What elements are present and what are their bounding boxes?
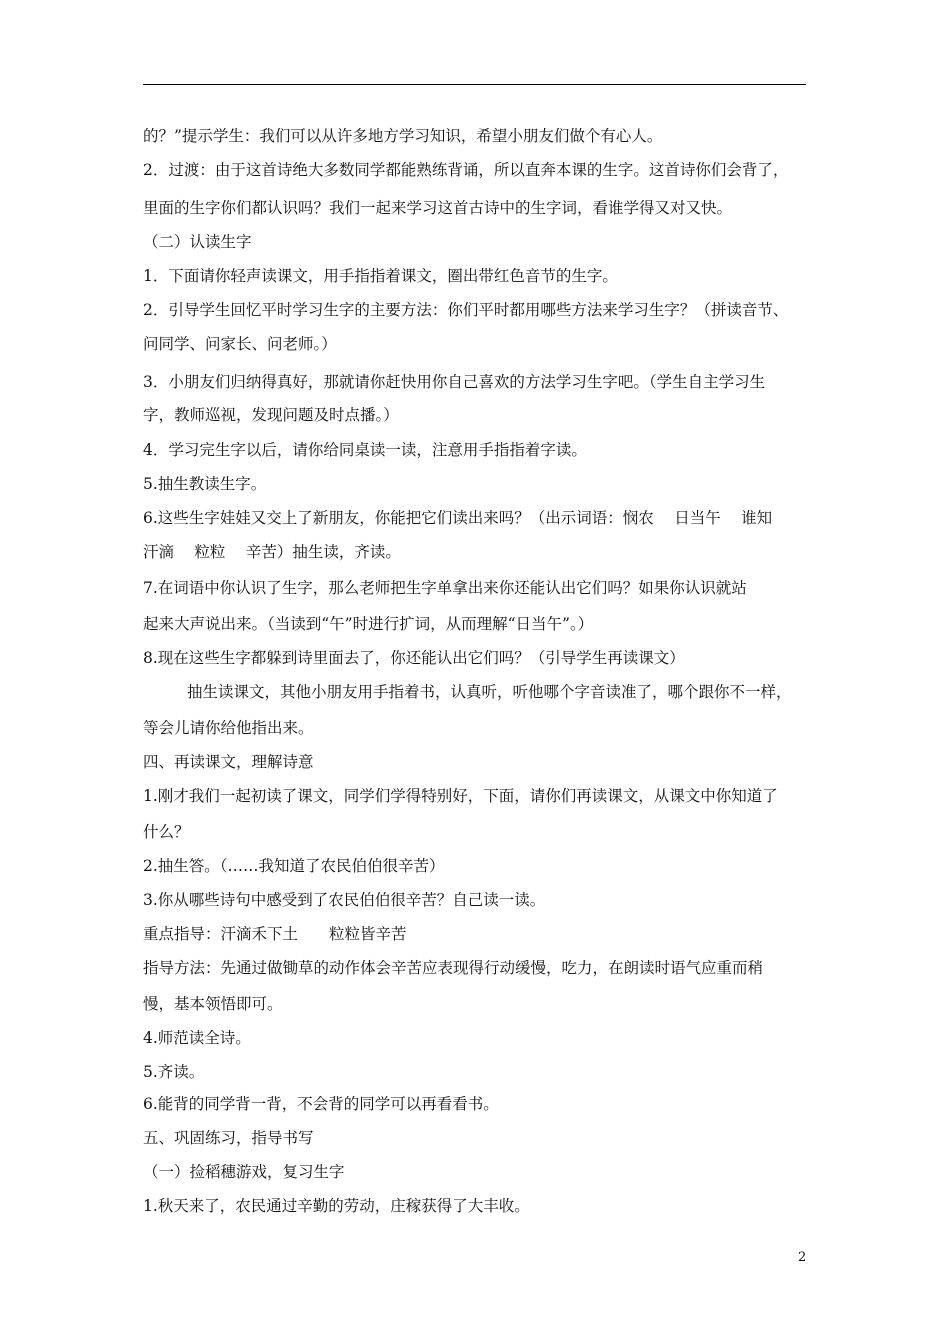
page-number: 2 — [798, 1250, 807, 1265]
text-line: 字，教师巡视，发现问题及时点播。） — [143, 406, 399, 424]
header-rule — [143, 84, 806, 85]
text-line: 5.齐读。 — [143, 1063, 205, 1081]
text-line: 4.师范读全诗。 — [143, 1029, 251, 1047]
text-line: 3．小朋友们归纳得真好，那就请你赶快用你自己喜欢的方法学习生字吧。（学生自主学习生 — [143, 373, 766, 391]
text-line: 等会儿请你给他指出来。 — [143, 719, 314, 737]
text-line: 8.现在这些生字都躲到诗里面去了，你还能认出它们吗？（引导学生再读课文） — [143, 649, 685, 667]
section-heading: 四、再读课文，理解诗意 — [143, 753, 314, 771]
text-line: 什么？ — [143, 823, 190, 841]
text-line: 里面的生字你们都认识吗？我们一起来学习这首古诗中的生字词，看谁学得又对又快。 — [143, 199, 733, 217]
text-line: 1.刚才我们一起初读了课文，同学们学得特别好，下面，请你们再读课文，从课文中你知道了 — [143, 787, 778, 805]
text-line: 2．过渡：由于这首诗绝大多数同学都能熟练背诵，所以直奔本课的生字。这首诗你们会背了， — [143, 161, 789, 179]
section-heading: 五、巩固练习，指导书写 — [143, 1129, 314, 1147]
text-line: 1．下面请你轻声读课文，用手指指着课文，圈出带红色音节的生字。 — [143, 267, 618, 285]
text-line: 抽生读课文，其他小朋友用手指着书，认真听，听他哪个字音读准了，哪个跟你不一样， — [187, 683, 792, 701]
text-line: 重点指导：汗滴禾下土 粒粒皆辛苦 — [143, 925, 407, 943]
text-line: 6.能背的同学背一背，不会背的同学可以再看看书。 — [143, 1095, 499, 1113]
text-line: 的？”提示学生：我们可以从许多地方学习知识，希望小朋友们做个有心人。 — [143, 127, 663, 145]
text-line: 3.你从哪些诗句中感受到了农民伯伯很辛苦？自己读一读。 — [143, 891, 546, 909]
text-line: 5.抽生教读生字。 — [143, 475, 267, 493]
text-line: 问同学、问家长、问老师。） — [143, 335, 337, 353]
text-line: 2．引导学生回忆平时学习生字的主要方法：你们平时都用哪些方法来学习生字？（拼读音节、 — [143, 301, 789, 319]
text-line: 1.秋天来了，农民通过辛勤的劳动，庄稼获得了大丰收。 — [143, 1197, 530, 1215]
text-line: 2.抽生答。（……我知道了农民伯伯很辛苦） — [143, 857, 445, 875]
text-line: 6.这些生字娃娃又交上了新朋友，你能把它们读出来吗？（出示词语：悯农 日当午 谁知 — [143, 509, 773, 527]
text-line: 慢，基本领悟即可。 — [143, 995, 283, 1013]
text-line: 起来大声说出来。（当读到“午”时进行扩词，从而理解“日当午”。） — [143, 615, 594, 633]
text-line: 汗滴 粒粒 辛苦）抽生读，齐读。 — [143, 543, 401, 561]
section-heading: （一）捡稻穗游戏，复习生字 — [143, 1163, 345, 1181]
text-line: 4．学习完生字以后，请你给同桌读一读，注意用手指指着字读。 — [143, 441, 587, 459]
section-heading: （二）认读生字 — [143, 233, 252, 251]
text-line: 7.在词语中你认识了生字，那么老师把生字单拿出来你还能认出它们吗？如果你认识就站 — [143, 579, 747, 597]
text-line: 指导方法：先通过做锄草的动作体会辛苦应表现得行动缓慢，吃力，在朗读时语气应重而稍 — [143, 959, 764, 977]
